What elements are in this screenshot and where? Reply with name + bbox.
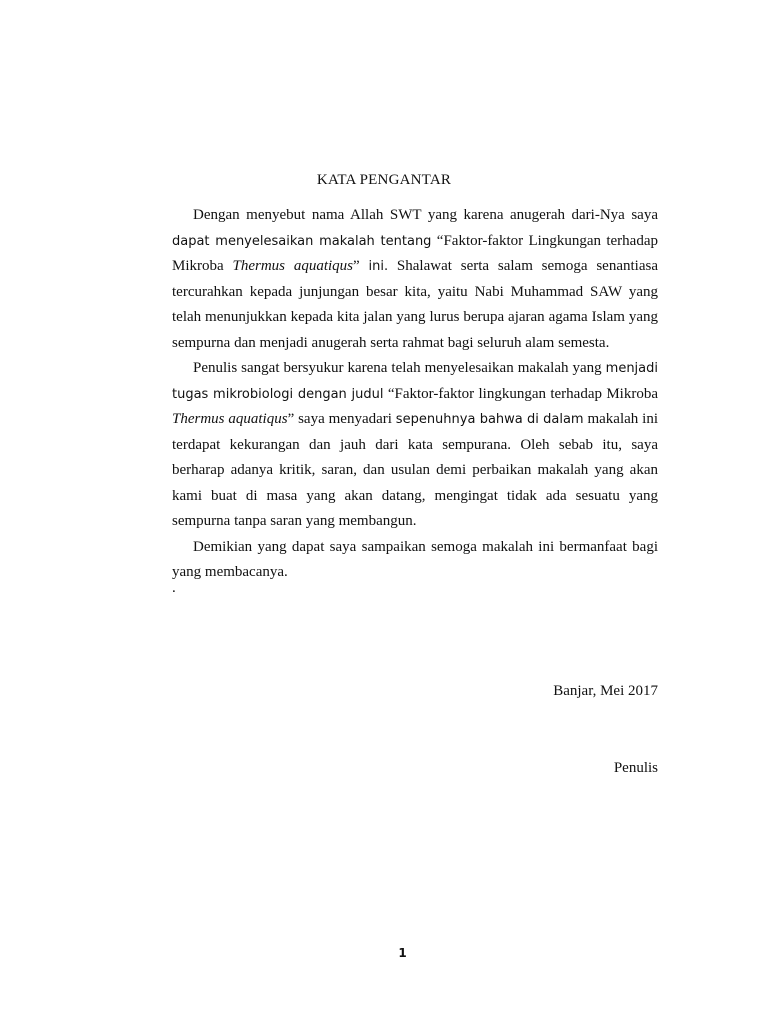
page-title: KATA PENGANTAR	[316, 172, 452, 188]
paragraph-2-text-e: sepenuhnya bahwa di dalam	[395, 412, 584, 427]
stray-dot: .	[172, 580, 176, 596]
paragraph-1-text-a: Dengan menyebut nama Allah SWT yang karena anugerah dari-Nya saya	[193, 207, 658, 223]
paragraph-1-text-c: “Faktor-faktor Lingkungan terhadap Mikroba	[172, 232, 658, 274]
paragraph-1-text-d: ”	[353, 258, 369, 274]
paragraph-2-text-b: menjadi tugas mikrobiologi dengan judul	[172, 361, 658, 402]
species-name: Thermus aquatiqus	[232, 258, 353, 274]
paragraph-1-text-b: dapat menyelesaikan makalah tentang	[172, 233, 432, 249]
paragraph-2-text-c: “Faktor-faktor lingkungan terhadap Mikroba	[383, 385, 658, 402]
place-date: Banjar, Mei 2017	[553, 683, 658, 699]
paragraph-1-text-f: Shalawat serta salam semoga senantiasa tercurahkan kepada junjungan besar kita, yaitu Nabi Muhammad SAW yang telah menunjukkan kepada kita jalan yang lurus berupa ajaran agama Islam yang sempurna dan menjadi anugerah serta rahmat bagi seluruh alam semesta.	[172, 258, 658, 351]
body-text	[172, 203, 658, 586]
paragraph-2-text-a: Penulis sangat bersyukur karena telah menyelesaikan makalah yang	[193, 360, 606, 376]
species-name: Thermus aquatiqus	[172, 411, 288, 427]
paragraph-3: Demikian yang dapat saya sampaikan semoga makalah ini bermanfaat bagi yang membacanya.	[172, 538, 658, 580]
paragraph-2-text-f: makalah ini terdapat kekurangan dan jauh dari kata sempurana. Oleh sebab itu, saya berharap adanya kritik, saran, dan usulan demi perbaikan makalah yang akan kami buat di masa yang akan datang, mengingat tidak ada sesuatu yang sempurna tanpa saran yang membangun.	[172, 411, 658, 529]
paragraph-2-text-d: ” saya menyadari	[287, 411, 396, 427]
page-number: 1	[398, 946, 407, 960]
paragraph-1-text-e: ini.	[368, 259, 389, 274]
author-signature: Penulis	[613, 760, 658, 776]
paragraph-2	[172, 356, 658, 535]
paragraph-1	[172, 203, 658, 356]
